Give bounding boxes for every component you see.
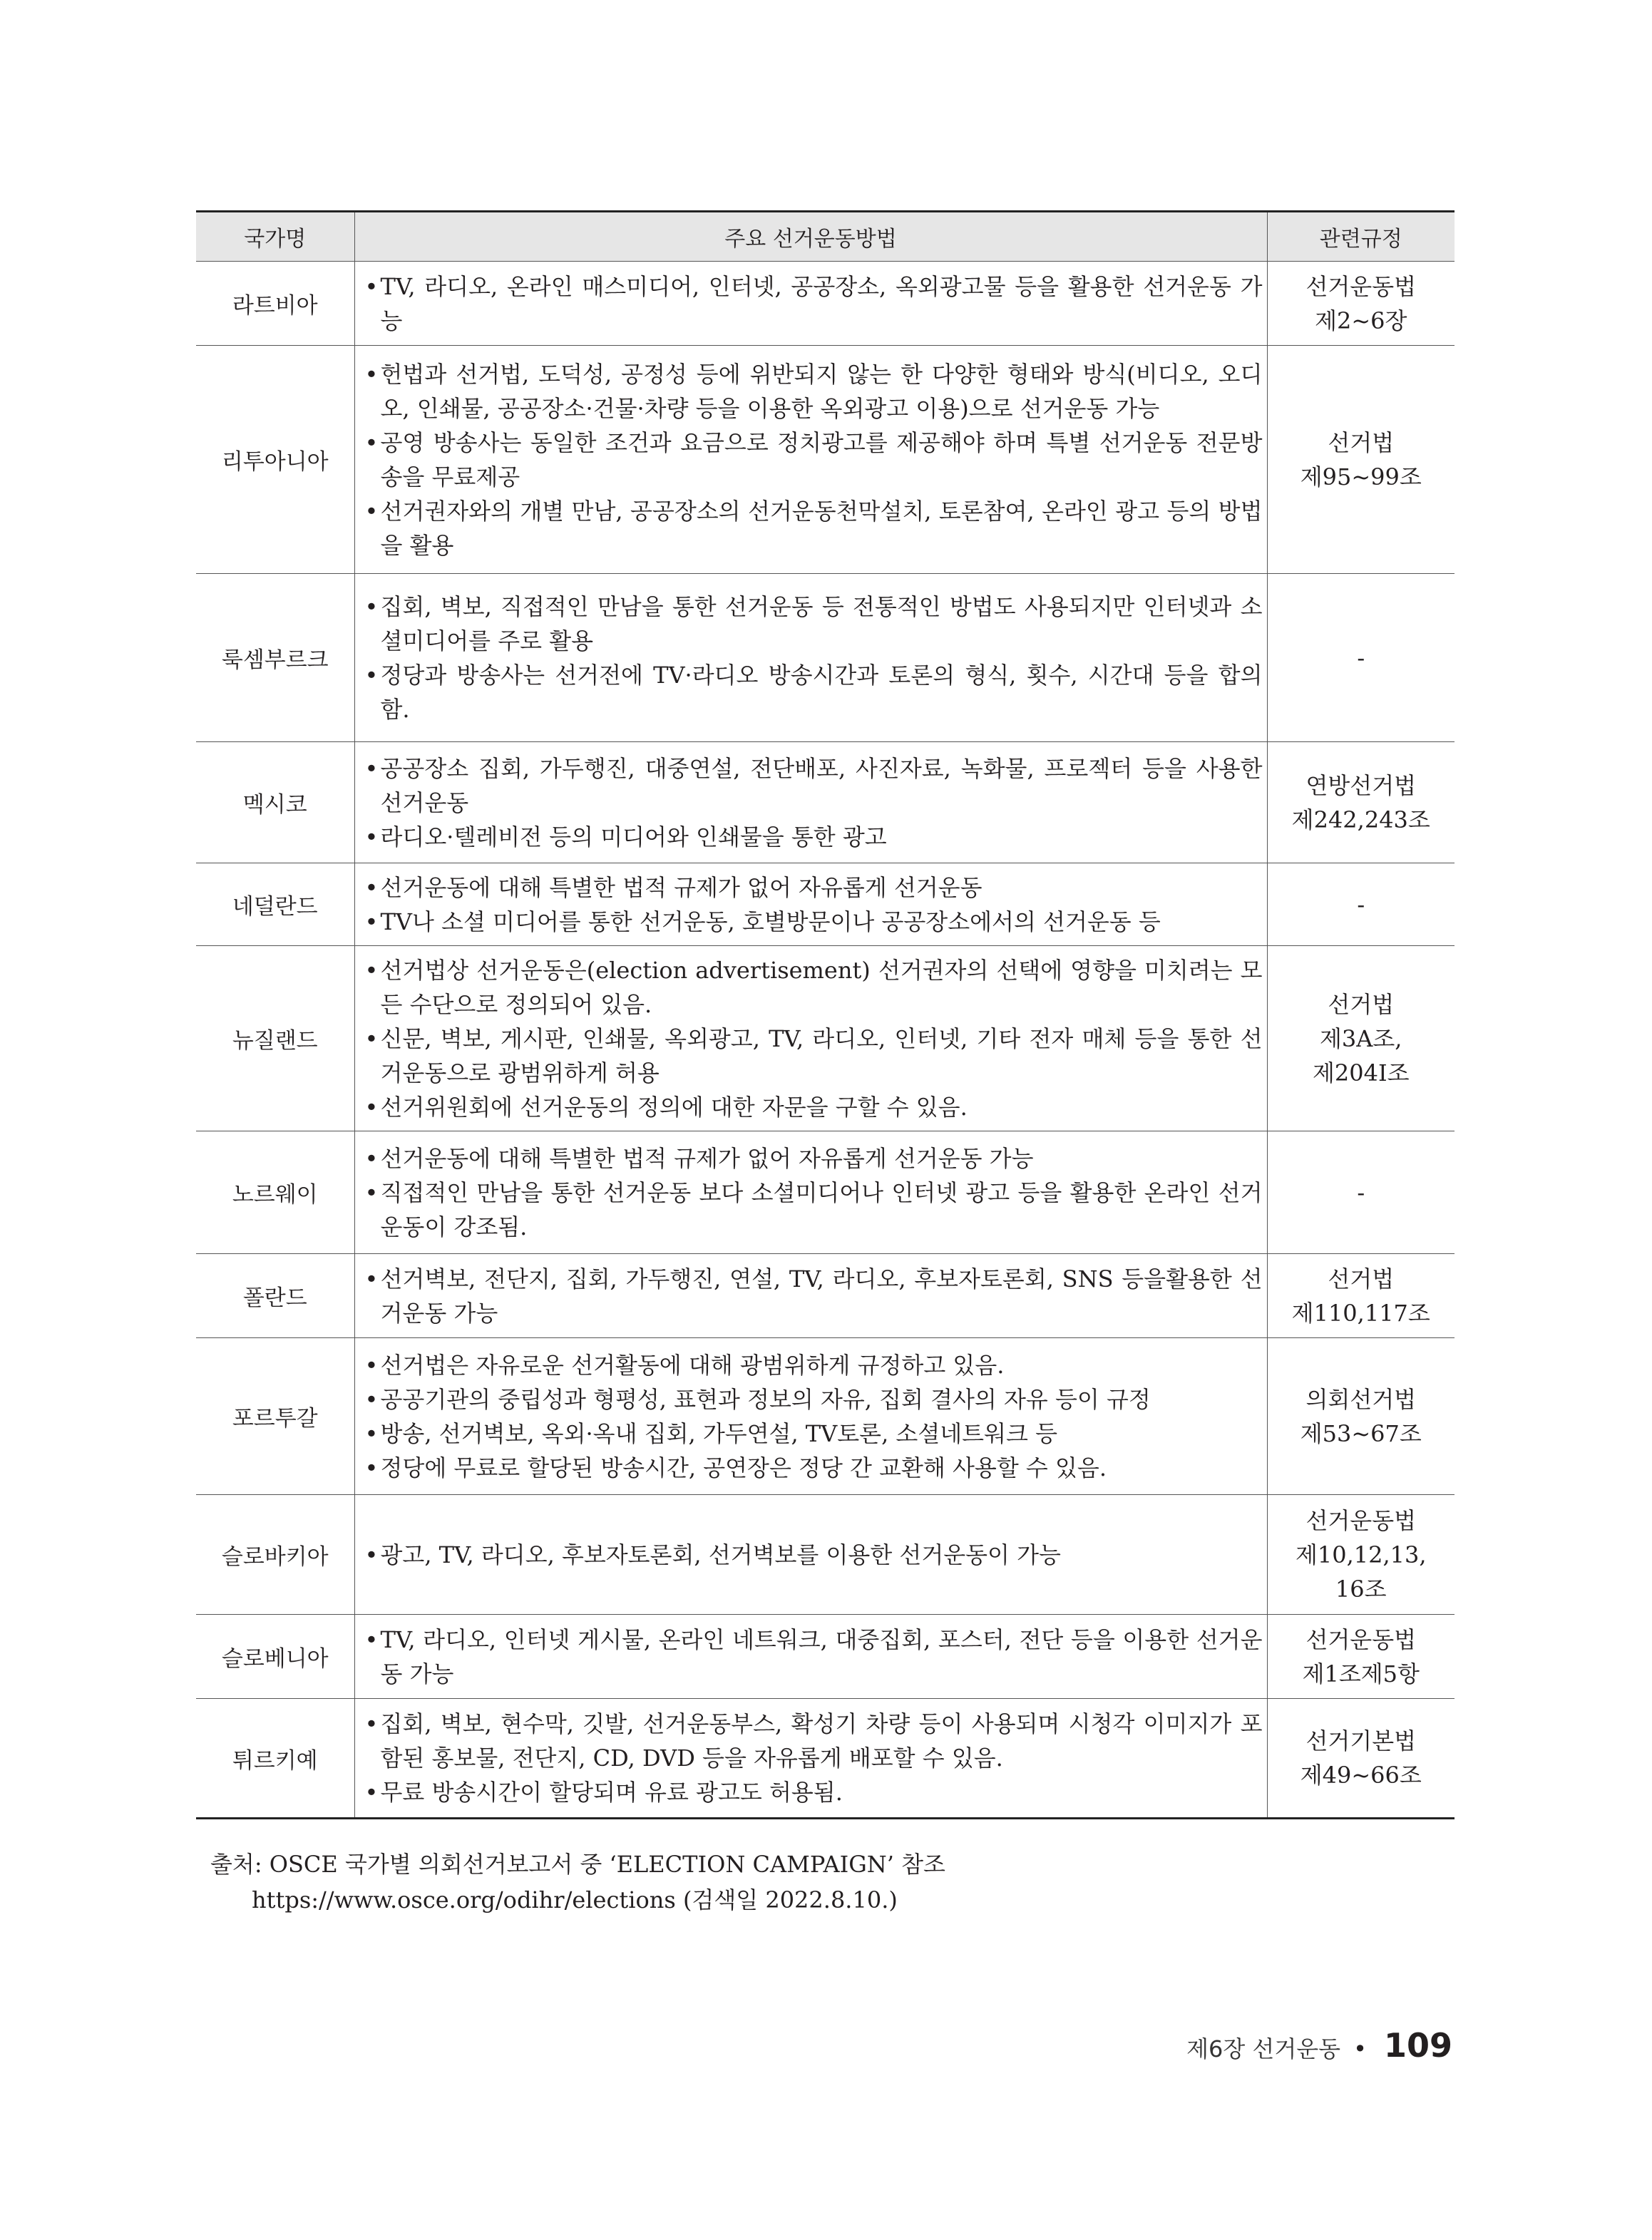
source-url: https://www.osce.org/odihr/elections (검색일 2022.8.10.) <box>252 1886 898 1913</box>
methods-cell <box>354 742 1267 863</box>
method-item: • 선거권자와의 개별 만남, 공공장소의 선거운동천막설치, 토론참여, 온라인 광고 등의 방법을 활용 <box>365 494 1263 562</box>
method-item: • 공공기관의 중립성과 형평성, 표현과 정보의 자유, 집회 결사의 자유 등이 규정 <box>365 1382 1263 1417</box>
regulation-cell <box>1267 1699 1455 1819</box>
regulation-cell <box>1267 1495 1455 1615</box>
regulation-line: 제3A조, <box>1320 1024 1402 1052</box>
methods-cell <box>354 346 1267 574</box>
method-item: • 직접적인 만남을 통한 선거운동 보다 소셜미디어나 인터넷 광고 등을 활용한 온라인 선거운동이 강조됨. <box>365 1176 1263 1244</box>
country-cell: 라트비아 <box>196 262 354 346</box>
methods-list <box>365 269 1263 338</box>
regulation-line: - <box>1357 1178 1365 1206</box>
country-cell: 뉴질랜드 <box>196 946 354 1131</box>
methods-cell <box>354 574 1267 742</box>
country-cell: 튀르키예 <box>196 1699 354 1819</box>
methods-list <box>365 870 1263 939</box>
regulation-line: 선거운동법 <box>1305 272 1417 300</box>
method-item: • 정당에 무료로 할당된 방송시간, 공연장은 정당 간 교환해 사용할 수 있음. <box>365 1451 1263 1485</box>
source-note <box>210 1846 945 1918</box>
methods-cell <box>354 1131 1267 1254</box>
method-item: • 선거위원회에 선거운동의 정의에 대한 자문을 구할 수 있음. <box>365 1090 1263 1124</box>
regulation-line: 16조 <box>1335 1575 1387 1603</box>
regulation-line: 선거운동법 <box>1305 1625 1417 1653</box>
page-number: 109 <box>1383 2026 1452 2065</box>
country-cell: 폴란드 <box>196 1254 354 1338</box>
regulation-line: 선거법 <box>1328 428 1395 456</box>
method-item: • TV, 라디오, 인터넷 게시물, 온라인 네트워크, 대중집회, 포스터, 전단 등을 이용한 선거운동 가능 <box>365 1623 1263 1691</box>
header-country: 국가명 <box>196 212 354 262</box>
method-item: • 신문, 벽보, 게시판, 인쇄물, 옥외광고, TV, 라디오, 인터넷, 기타 전자 매체 등을 통한 선거운동으로 광범위하게 허용 <box>365 1022 1263 1090</box>
footer-separator: • <box>1353 2035 1367 2062</box>
method-item: • 라디오·텔레비전 등의 미디어와 인쇄물을 통한 광고 <box>365 820 1263 854</box>
method-item: • 공공장소 집회, 가두행진, 대중연설, 전단배포, 사진자료, 녹화물, 프로젝터 등을 사용한 선거운동 <box>365 751 1263 820</box>
regulation-line: 연방선거법 <box>1305 771 1417 799</box>
table-body <box>196 262 1455 1819</box>
table-header-row <box>196 212 1455 262</box>
methods-cell <box>354 1495 1267 1615</box>
regulation-cell <box>1267 574 1455 742</box>
table-row <box>196 262 1455 346</box>
table-row <box>196 1699 1455 1819</box>
method-item: • 선거법상 선거운동은(election advertisement) 선거권자의 선택에 영향을 미치려는 모든 수단으로 정의되어 있음. <box>365 953 1263 1022</box>
methods-list <box>365 1707 1263 1809</box>
method-item: • 헌법과 선거법, 도덕성, 공정성 등에 위반되지 않는 한 다양한 형태와 방식(비디오, 오디오, 인쇄물, 공공장소·건물·차량 등을 이용한 옥외광고 이용)으로 선거운동 가능 <box>365 357 1263 426</box>
regulation-cell <box>1267 1254 1455 1338</box>
methods-list <box>365 1538 1263 1572</box>
table-row <box>196 863 1455 946</box>
methods-cell <box>354 946 1267 1131</box>
regulation-cell <box>1267 1131 1455 1254</box>
page-footer <box>1186 2026 1452 2065</box>
regulation-line: 제10,12,13, <box>1295 1541 1427 1568</box>
table-row <box>196 346 1455 574</box>
methods-cell <box>354 1254 1267 1338</box>
table-row <box>196 1338 1455 1495</box>
method-item: • 선거법은 자유로운 선거활동에 대해 광범위하게 규정하고 있음. <box>365 1348 1263 1382</box>
table-row <box>196 946 1455 1131</box>
regulation-line: 선거기본법 <box>1305 1727 1417 1755</box>
method-item: • 집회, 벽보, 직접적인 만남을 통한 선거운동 등 전통적인 방법도 사용되지만 인터넷과 소셜미디어를 주로 활용 <box>365 590 1263 658</box>
method-item: • 무료 방송시간이 할당되며 유료 광고도 허용됨. <box>365 1775 1263 1809</box>
methods-list <box>365 1141 1263 1244</box>
country-cell: 슬로베니아 <box>196 1615 354 1699</box>
method-item: • 선거운동에 대해 특별한 법적 규제가 없어 자유롭게 선거운동 <box>365 870 1263 905</box>
country-cell: 노르웨이 <box>196 1131 354 1254</box>
regulation-line: 제204I조 <box>1312 1059 1410 1086</box>
regulation-line: 제110,117조 <box>1291 1299 1430 1327</box>
method-item: • 정당과 방송사는 선거전에 TV·라디오 방송시간과 토론의 형식, 횟수, 시간대 등을 합의함. <box>365 658 1263 726</box>
regulation-line: 제95~99조 <box>1300 463 1422 490</box>
regulation-cell <box>1267 742 1455 863</box>
regulation-cell <box>1267 946 1455 1131</box>
country-cell: 네덜란드 <box>196 863 354 946</box>
methods-list <box>365 1623 1263 1691</box>
table-row <box>196 742 1455 863</box>
country-cell: 룩셈부르크 <box>196 574 354 742</box>
table-row <box>196 574 1455 742</box>
country-cell: 멕시코 <box>196 742 354 863</box>
method-item: • 공영 방송사는 동일한 조건과 요금으로 정치광고를 제공해야 하며 특별 선거운동 전문방송을 무료제공 <box>365 426 1263 494</box>
table-row <box>196 1254 1455 1338</box>
regulation-cell <box>1267 262 1455 346</box>
regulation-line: 의회선거법 <box>1305 1385 1417 1413</box>
regulation-line: 제49~66조 <box>1300 1762 1422 1789</box>
methods-cell <box>354 863 1267 946</box>
regulation-cell <box>1267 1338 1455 1495</box>
methods-cell <box>354 262 1267 346</box>
country-cell: 리투아니아 <box>196 346 354 574</box>
regulation-line: 선거법 <box>1328 990 1395 1018</box>
method-item: • TV, 라디오, 온라인 매스미디어, 인터넷, 공공장소, 옥외광고물 등을 활용한 선거운동 가능 <box>365 269 1263 338</box>
regulation-line: 제2~6장 <box>1315 307 1407 334</box>
regulation-line: - <box>1357 644 1365 672</box>
table-row <box>196 1131 1455 1254</box>
methods-list <box>365 590 1263 726</box>
method-item: • 선거운동에 대해 특별한 법적 규제가 없어 자유롭게 선거운동 가능 <box>365 1141 1263 1176</box>
regulation-line: 선거법 <box>1328 1265 1395 1293</box>
country-cell: 슬로바키아 <box>196 1495 354 1615</box>
table-row <box>196 1615 1455 1699</box>
methods-list <box>365 357 1263 562</box>
regulation-cell <box>1267 1615 1455 1699</box>
regulation-line: 제53~67조 <box>1300 1419 1422 1447</box>
methods-cell <box>354 1699 1267 1819</box>
source-citation: 출처: OSCE 국가별 의회선거보고서 중 ‘ELECTION CAMPAIGN’ 참조 <box>210 1851 945 1878</box>
method-item: • 방송, 선거벽보, 옥외·옥내 집회, 가두연설, TV토론, 소셜네트워크 등 <box>365 1417 1263 1451</box>
methods-cell <box>354 1615 1267 1699</box>
header-regulation: 관련규정 <box>1267 212 1455 262</box>
method-item: • 광고, TV, 라디오, 후보자토론회, 선거벽보를 이용한 선거운동이 가능 <box>365 1538 1263 1572</box>
methods-list <box>365 1262 1263 1330</box>
table-row <box>196 1495 1455 1615</box>
chapter-title: 제6장 선거운동 <box>1186 2035 1341 2062</box>
country-cell: 포르투갈 <box>196 1338 354 1495</box>
regulation-line: 제1조제5항 <box>1302 1660 1420 1687</box>
header-methods: 주요 선거운동방법 <box>354 212 1267 262</box>
method-item: • TV나 소셜 미디어를 통한 선거운동, 호별방문이나 공공장소에서의 선거운동 등 <box>365 905 1263 939</box>
methods-list <box>365 751 1263 854</box>
regulation-cell <box>1267 346 1455 574</box>
regulation-line: - <box>1357 890 1365 918</box>
methods-list <box>365 953 1263 1124</box>
methods-list <box>365 1348 1263 1485</box>
method-item: • 선거벽보, 전단지, 집회, 가두행진, 연설, TV, 라디오, 후보자토론회, SNS 등을활용한 선거운동 가능 <box>365 1262 1263 1330</box>
election-campaign-table <box>196 210 1455 1819</box>
regulation-line: 선거운동법 <box>1305 1506 1417 1534</box>
regulation-cell <box>1267 863 1455 946</box>
regulation-line: 제242,243조 <box>1291 806 1430 833</box>
method-item: • 집회, 벽보, 현수막, 깃발, 선거운동부스, 확성기 차량 등이 사용되며 시청각 이미지가 포함된 홍보물, 전단지, CD, DVD 등을 자유롭게 배포할 수 있음. <box>365 1707 1263 1775</box>
methods-cell <box>354 1338 1267 1495</box>
